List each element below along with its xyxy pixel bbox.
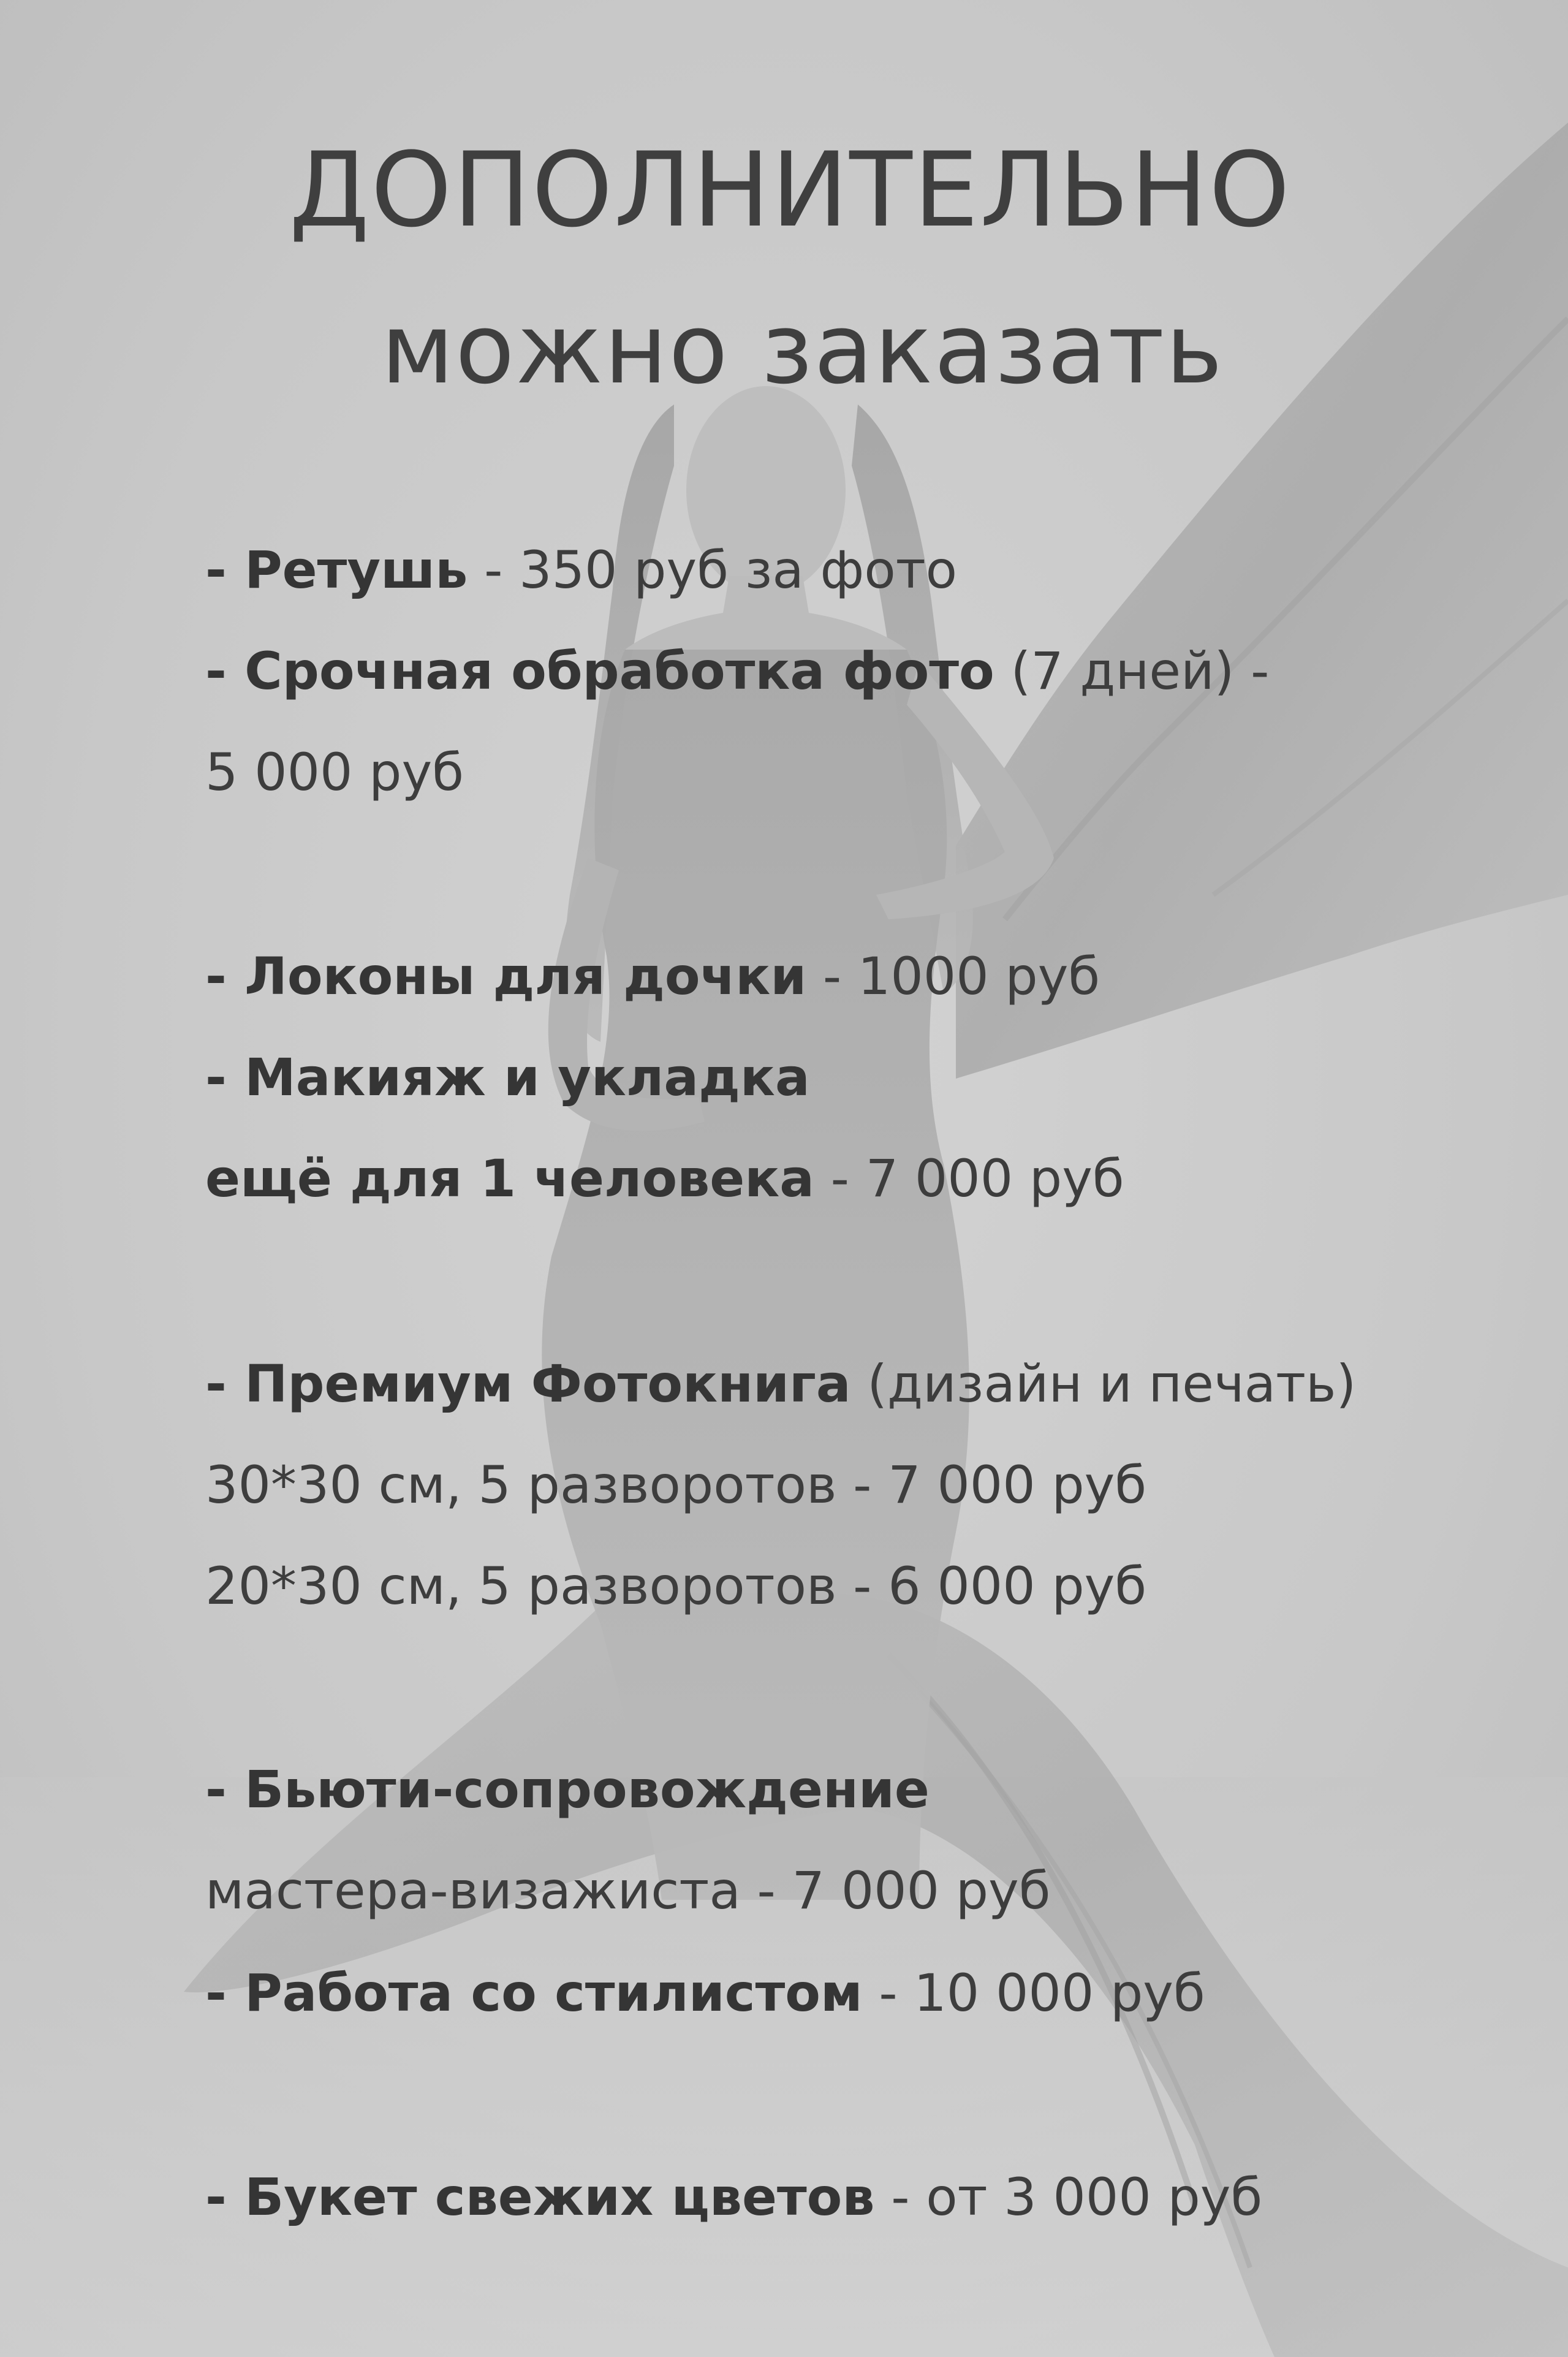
item-detail: - от 3 000 руб [874,2167,1263,2227]
list-item [205,943,1100,1010]
list-item [205,1756,930,1823]
list-item [205,1959,1205,2027]
page-title: ДОПОЛНИТЕЛЬНО [289,130,1292,250]
item-name: - Макияж и укладка [205,1047,810,1107]
item-name: - Срочная обработка фото [205,641,994,701]
item-detail: 30*30 см, 5 разворотов - 7 000 руб [205,1455,1147,1515]
item-detail: - 10 000 руб [862,1963,1205,2023]
item-detail: - 7 000 руб [814,1148,1124,1209]
item-detail: - 1000 руб [806,946,1100,1006]
list-item [205,637,1269,705]
item-detail: 5 000 руб [205,742,464,802]
item-detail: 20*30 см, 5 разворотов - 6 000 руб [205,1556,1147,1616]
list-item [205,738,464,806]
item-name: - Букет свежих цветов [205,2167,875,2227]
list-item [205,1451,1146,1519]
list-item [205,1857,1051,1924]
item-name: - Премиум Фотокнига [205,1354,851,1414]
item-detail: (дизайн и печать) [850,1354,1357,1414]
page-subtitle: можно заказать [381,293,1224,406]
list-item [205,1145,1124,1212]
item-detail: - 350 руб за фото [468,540,958,600]
item-name: - Работа со стилистом [205,1963,863,2023]
item-name: - Бьюти-сопровождение [205,1759,930,1820]
list-item [205,1044,810,1111]
list-item [205,1552,1146,1620]
list-item [205,536,957,604]
list-item [205,1350,1356,1418]
item-detail: мастера-визажиста - 7 000 руб [205,1861,1051,1921]
item-name: - Ретушь [205,540,468,600]
item-detail: (7 дней) - [994,641,1270,701]
list-item [205,2163,1262,2231]
item-name: - Локоны для дочки [205,946,807,1006]
item-name: ещё для 1 человека [205,1148,814,1209]
